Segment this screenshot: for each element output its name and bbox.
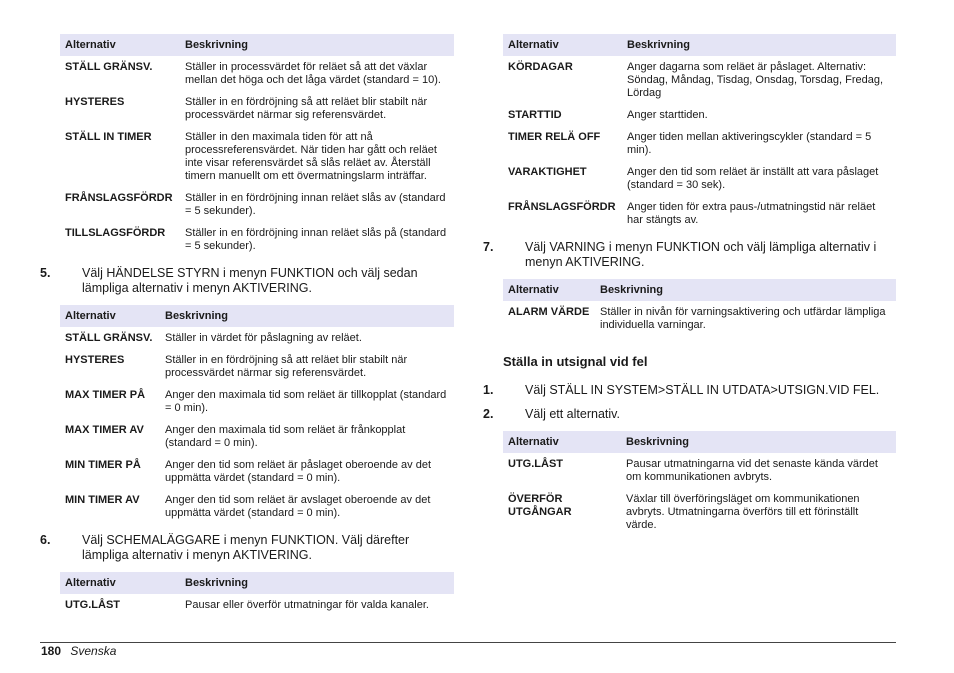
option-description: Pausar utmatningarna vid det senaste kända värdet om kommunikationen avbryts. [626,458,878,483]
table-row [503,126,896,161]
table-header-description: Beskrivning [180,34,454,56]
table-header-option: Alternativ [60,572,180,594]
table-header-description: Beskrivning [160,305,454,327]
step-number: 2. [483,407,494,421]
table-header-option: Alternativ [503,279,595,301]
option-description: Ställer in processvärdet för reläet så att det växlar mellan det höga och det låga värdet (standard = 10). [185,61,441,86]
table-row [60,349,454,384]
step-2 [483,407,896,422]
option-description: Anger den maximala tid som reläet är frånkopplat (standard = 0 min). [165,424,406,449]
page-number: 180 [41,644,62,658]
table-row [60,327,454,349]
left-column [40,34,454,616]
table-row [503,104,896,126]
option-name: MIN TIMER PÅ [65,459,141,471]
table-header-option: Alternativ [60,305,160,327]
option-description: Anger starttiden. [627,109,708,121]
table-header-option: Alternativ [503,431,621,453]
option-name: STÄLL GRÄNSV. [65,332,153,344]
step-number: 5. [40,266,51,280]
step-5 [40,266,454,296]
table-row [60,594,454,616]
options-table-5 [503,279,896,336]
option-description: Ställer in nivån för varningsaktivering och utfärdar lämpliga individuella varningar. [600,306,886,331]
option-name: UTG.LÅST [508,458,563,470]
table-header-option: Alternativ [60,34,180,56]
step-text: Välj SCHEMALÄGGARE i menyn FUNKTION. Välj därefter lämpliga alternativ i menyn AKTIVERING. [82,533,410,562]
options-table-4 [503,34,896,231]
table-header-description: Beskrivning [180,572,454,594]
option-name: KÖRDAGAR [508,61,573,73]
option-name: STÄLL IN TIMER [65,131,152,143]
option-description: Ställer in en fördröjning innan reläet slås på (standard = 5 sekunder). [185,227,447,252]
option-name: TIMER RELÄ OFF [508,131,601,143]
table-row [60,384,454,419]
option-description: Anger den tid som reläet är avslaget oberoende av det uppmätta värdet (standard = 0 min). [165,494,431,519]
option-description: Pausar eller överför utmatningar för valda kanaler. [185,599,429,611]
page-footer [41,644,116,658]
table-header-description: Beskrivning [621,431,896,453]
option-description: Växlar till överföringsläget om kommunikationen avbryts. Utmatningarna överförs till ett förinställt värde. [626,493,860,531]
option-name: MIN TIMER AV [65,494,140,506]
option-name: FRÅNSLAGSFÖRDR [508,201,616,213]
option-description: Anger tiden mellan aktiveringscykler (standard = 5 min). [627,131,872,156]
table-row [503,56,896,104]
table-row [503,488,896,536]
option-description: Anger den maximala tid som reläet är tillkopplat (standard = 0 min). [165,389,447,414]
table-header-option: Alternativ [503,34,622,56]
option-name: STÄLL GRÄNSV. [65,61,153,73]
option-name: HYSTERES [65,354,125,366]
table-row [60,187,454,222]
step-text: Välj ett alternativ. [525,407,620,421]
table-header-description: Beskrivning [622,34,896,56]
table-row [60,222,454,257]
option-name: VARAKTIGHET [508,166,587,178]
table-row [60,91,454,126]
step-text: Välj VARNING i menyn FUNKTION och välj lämpliga alternativ i menyn AKTIVERING. [525,240,877,269]
step-number: 6. [40,533,51,547]
step-number: 1. [483,383,494,397]
step-number: 7. [483,240,494,254]
option-name: TILLSLAGSFÖRDR [65,227,166,239]
option-description: Anger tiden för extra paus-/utmatningstid när reläet har stängts av. [627,201,876,226]
table-row [503,301,896,336]
option-name: MAX TIMER PÅ [65,389,146,401]
step-text: Välj STÄLL IN SYSTEM>STÄLL IN UTDATA>UTSIGN.VID FEL. [525,383,880,397]
option-name: UTG.LÅST [65,599,120,611]
table-header-description: Beskrivning [595,279,896,301]
option-name: ALARM VÄRDE [508,306,590,318]
option-name: ÖVERFÖR UTGÅNGAR [508,493,572,518]
step-text: Välj HÄNDELSE STYRN i menyn FUNKTION och välj sedan lämpliga alternativ i menyn AKTIVERING. [82,266,418,295]
option-description: Ställer in en fördröjning innan reläet slås av (standard = 5 sekunder). [185,192,446,217]
section-heading: Ställa in utsignal vid fel [503,354,648,369]
options-table-6 [503,431,896,536]
option-description: Ställer in en fördröjning så att reläet blir stabilt när processvärdet närmar sig referensvärdet. [165,354,408,379]
table-row [60,56,454,91]
option-name: HYSTERES [65,96,125,108]
option-description: Ställer in en fördröjning så att reläet blir stabilt när processvärdet närmar sig referensvärdet. [185,96,428,121]
table-row [503,196,896,231]
footer-divider [40,642,896,643]
option-description: Anger dagarna som reläet är påslaget. Alternativ: Söndag, Måndag, Tisdag, Onsdag, Torsdag, Fredag, Lördag [627,61,884,99]
right-column [483,34,896,536]
table-row [60,419,454,454]
table-row [60,454,454,489]
options-table-2 [60,305,454,524]
option-description: Anger den tid som reläet är påslaget oberoende av det uppmätta värdet (standard = 0 min). [165,459,432,484]
table-row [60,126,454,187]
step-1 [483,383,896,398]
step-7 [483,240,896,270]
footer-language: Svenska [70,644,117,658]
option-description: Ställer in värdet för påslagning av reläet. [165,332,362,344]
table-row [60,489,454,524]
options-table-1 [60,34,454,257]
options-table-3 [60,572,454,616]
option-name: STARTTID [508,109,562,121]
option-description: Ställer in den maximala tiden för att nå processreferensvärdet. När tiden har gått och reläet inte visar referensvärdet så slås reläet av. Återställ timern manuellt om ett övermatningslarm inträffar. [185,131,437,182]
option-name: FRÅNSLAGSFÖRDR [65,192,173,204]
option-name: MAX TIMER AV [65,424,144,436]
option-description: Anger den tid som reläet är inställt att vara påslaget (standard = 30 sek). [627,166,879,191]
table-row [503,161,896,196]
step-6 [40,533,454,563]
table-row [503,453,896,488]
